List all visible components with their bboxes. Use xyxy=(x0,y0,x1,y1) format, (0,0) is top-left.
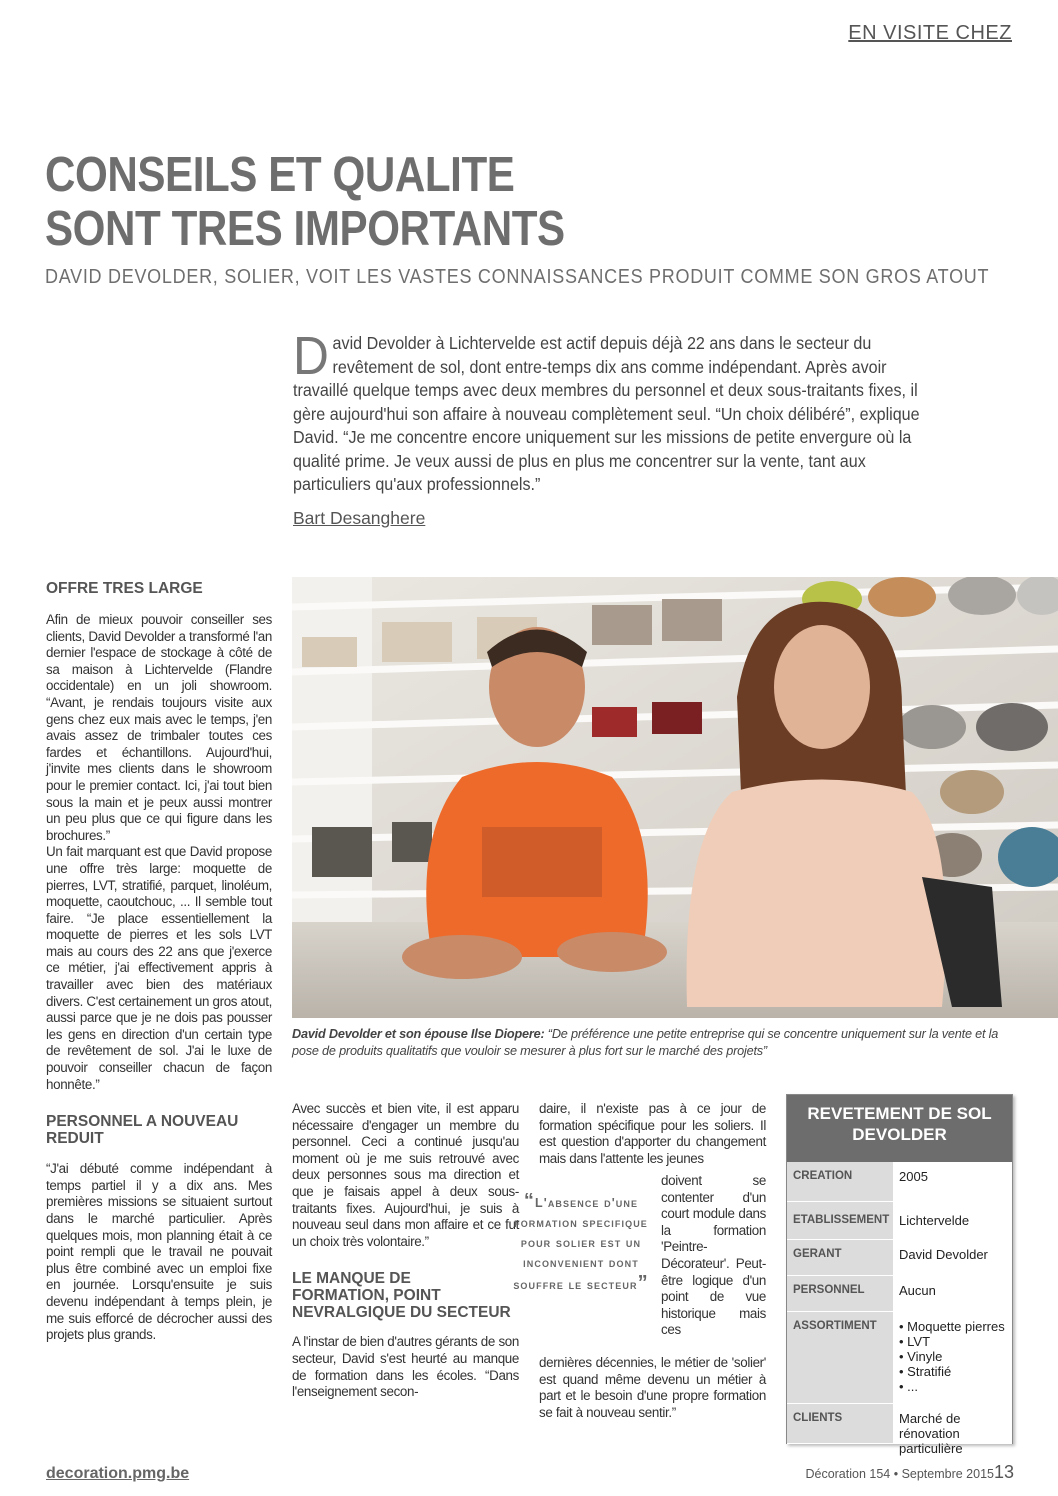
caption-text: “De préférence une petite entreprise qui se concentre uniquement sur la vente et la pose de produits qualitatifs que vouloir se mesurer à plus fort sur le marché des projets” xyxy=(292,1027,999,1058)
column-3-top: daire, il n'existe pas à ce jour de formation spécifique pour les soliers. Il est question d'apporter du changement mais dans l'attente les jeunes xyxy=(539,1101,766,1166)
info-row-assortiment xyxy=(787,1312,1012,1404)
column-1 xyxy=(46,580,272,1344)
photo-caption xyxy=(292,1026,1008,1060)
intro-text: avid Devolder à Lichtervelde est actif depuis déjà 22 ans dans le secteur du revêtement de sol, dont entre-temps dix ans comme indépendant. Après avoir travaillé quelque temps avec deux membres du personnel et deux sous-traitants fixes, il gère aujourd'hui son affaire à nouveau complètement seul. “Un choix délibéré”, explique David. “Je me concentre encore uniquement sur les missions de petite envergure où la qualité prime. Je veux aussi de plus en plus me concentrer sur la vente, tant aux particuliers qu'aux professionnels.” xyxy=(293,333,920,494)
paragraph: Avec succès et bien vite, il est apparu nécessaire d'engager un membre du personnel. Ceci a continué jusqu'au moment où je me suis retrouvé avec deux personnes sous ma direction et que je faisais appel à deux sous-traitants fixes. Aujourd'hui, je suis à nouveau seul dans mon affaire et ce fut un choix très volontaire.” xyxy=(292,1101,519,1249)
info-value: Marché de rénovation particulière xyxy=(893,1404,1012,1443)
column-1-text xyxy=(46,612,272,1093)
heading-line: FORMATION, POINT xyxy=(292,1287,441,1305)
article-title xyxy=(45,148,630,256)
info-key: ETABLISSEMENT xyxy=(787,1202,893,1239)
info-row-gerant xyxy=(787,1240,1012,1276)
pull-quote xyxy=(513,1191,649,1295)
column-3-bottom: dernières décennies, le métier de 'solier' est quand même devenu un métier à part et le besoin d'une propre formation se fait à nouveau sentir.” xyxy=(539,1355,766,1420)
title-line-2: SONT TRES IMPORTANTS xyxy=(45,202,565,256)
paragraph: Afin de mieux pouvoir conseiller ses clients, David Devolder a transformé l'an dernier l'espace de stockage à côté de sa maison à Lichtervelde (Flandre occidentale) en un joli showroom. “Avant, je rendais toujours visite aux gens chez eux mais avec le temps, j'en avais assez de trimbaler toutes ces fardes et échantillons. Aujourd'hui, j'invite mes clients dans le showroom pour le premier contact. Ici, j'ai tout bien sous la main et je peux aussi montrer un peu plus que ce qui figure dans les brochures.” xyxy=(46,612,272,843)
company-info-box xyxy=(786,1094,1013,1456)
list-item: • Stratifié xyxy=(899,1364,952,1379)
title-line-1: CONSEILS ET QUALITE xyxy=(45,148,515,202)
quote-open-mark: “ xyxy=(523,1190,536,1212)
quote-close-mark: ” xyxy=(637,1272,649,1294)
paragraph: A l'instar de bien d'autres gérants de son secteur, David s'est heurté au manque de formation dans les écoles. “Dans l'enseignement secon- xyxy=(292,1334,519,1400)
article-subtitle: DAVID DEVOLDER, SOLIER, VOIT LES VASTES CONNAISSANCES PRODUIT COMME SON GROS ATOUT xyxy=(45,266,990,288)
heading-line: LE MANQUE DE xyxy=(292,1270,411,1288)
list-item: • ... xyxy=(899,1379,918,1394)
info-value xyxy=(893,1312,1012,1403)
info-row-clients xyxy=(787,1404,1012,1456)
info-key: CLIENTS xyxy=(787,1404,893,1443)
list-item: • Vinyle xyxy=(899,1349,943,1364)
caption-bold: David Devolder et son épouse Ilse Diopere: xyxy=(292,1027,545,1041)
section-heading-formation xyxy=(292,1270,519,1321)
heading-line: NEVRALGIQUE DU SECTEUR xyxy=(292,1304,511,1322)
info-key: GERANT xyxy=(787,1240,893,1275)
info-row-etablissement xyxy=(787,1202,1012,1240)
info-value: 2005 xyxy=(893,1162,1012,1201)
heading-line: PERSONNEL A NOUVEAU xyxy=(46,1113,239,1131)
intro-paragraph xyxy=(293,326,924,497)
author-byline: Bart Desanghere xyxy=(293,508,426,528)
column-2 xyxy=(292,1101,519,1401)
section-label: EN VISITE CHEZ xyxy=(848,22,1012,44)
paragraph: Un fait marquant est que David propose une offre très large: moquette de pierres, LVT, stratifié, parquet, linoléum, moquette, caoutchouc, ... Il semble tout faire. “Je place essentiellement la moquette de pierres et les sols LVT mais au cours des 22 ans que j'exerce ce métier, j'ai effectivement appris à travailler avec bien des matériaux divers. C'est certainement un gros atout, aussi parce que je ne dois pas pousser les gens en direction d'un certain type de revêtement de sol. J'ai le luxe de pouvoir conseiller chacun de façon honnête.” xyxy=(46,844,272,1092)
list-item: • LVT xyxy=(899,1334,931,1349)
info-key: ASSORTIMENT xyxy=(787,1312,893,1403)
pull-quote-text: L'absence d'une formation specifique pour solier est un inconvenient dont souffre le secteur xyxy=(513,1196,648,1292)
drop-cap: D xyxy=(293,326,329,386)
info-box-title: REVETEMENT DE SOL DEVOLDER xyxy=(787,1095,1012,1162)
list-item: • Moquette pierres xyxy=(899,1319,1005,1334)
section-heading-offre: OFFRE TRES LARGE xyxy=(46,580,203,597)
info-value: Aucun xyxy=(893,1276,1012,1311)
info-value: David Devolder xyxy=(893,1240,1012,1275)
info-value: Lichtervelde xyxy=(893,1202,1012,1239)
issue-info: Décoration 154 • Septembre 2015 xyxy=(805,1467,994,1481)
page-number: 13 xyxy=(993,1462,1014,1482)
paragraph: “J'ai débuté comme indépendant à temps partiel il y a dix ans. Mes premières missions se situaient surtout dans le marché particulier. Après quelques mois, mon planning était à ce point rempli que le travail ne pouvait plus être combiné avec un emploi fixe en journée. Lorsqu'ensuite je suis devenu indépendant à temps plein, je me suis efforcé de décrocher aussi des projets plus grands. xyxy=(46,1161,272,1343)
showroom-photo xyxy=(292,577,1058,1018)
info-row-personnel xyxy=(787,1276,1012,1312)
section-heading-personnel xyxy=(46,1113,272,1147)
website-link[interactable]: decoration.pmg.be xyxy=(46,1465,190,1482)
heading-line: REDUIT xyxy=(46,1130,104,1148)
info-key: CREATION xyxy=(787,1162,893,1201)
column-3-side: doivent se contenter d'un court module dans la formation 'Peintre-Décorateur'. Peut-être logique d'un point de vue historique mais ces xyxy=(661,1173,766,1338)
photo-illustration xyxy=(292,577,1058,1018)
assortment-list xyxy=(899,1319,1006,1394)
info-row-creation xyxy=(787,1162,1012,1202)
info-key: PERSONNEL xyxy=(787,1276,893,1311)
